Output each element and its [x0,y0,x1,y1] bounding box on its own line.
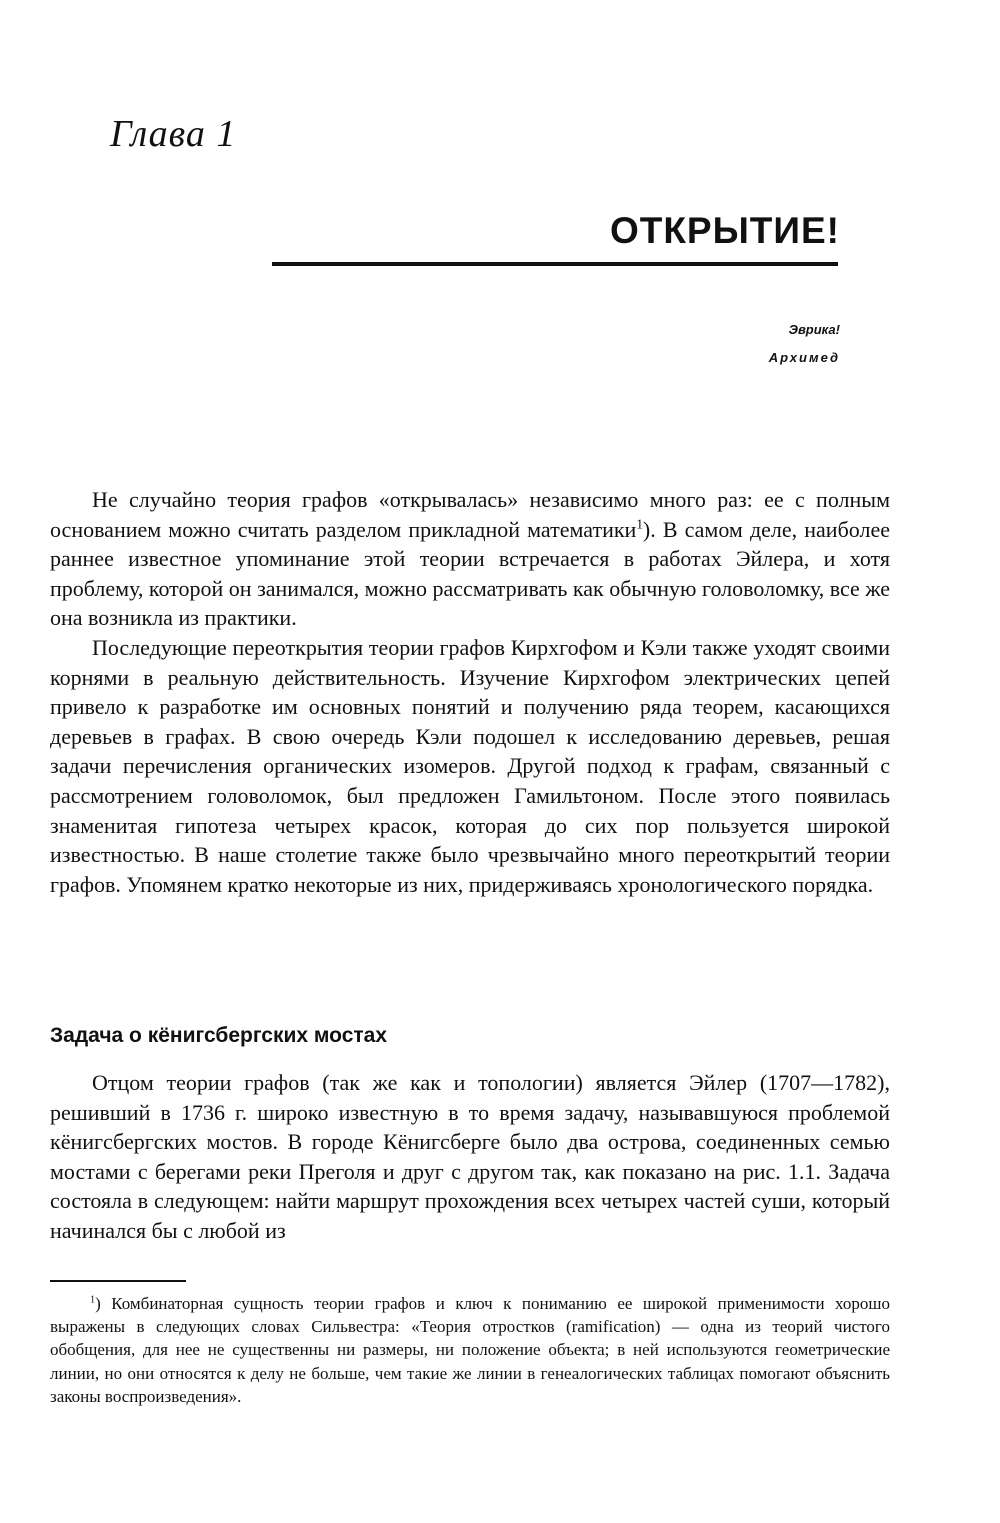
footnote [50,1292,890,1408]
intro-paragraph-1-text: Не случайно теория графов «открывалась» независимо много раз: ее с полным основанием можно считать разделом прикладной математики [50,487,890,542]
epigraph-quote: Эврика! [788,322,840,337]
section-text [50,1068,890,1246]
epigraph [769,316,840,372]
intro-text [50,485,890,899]
intro-paragraph-2: Последующие переоткрытия теории графов Кирхгофом и Кэли также уходят своими корнями в реальную действительность. Изучение Кирхгофом электрических цепей привело к разработке им основных понятий и получению ряда теорем, касающихся деревьев в графах. В свою очередь Кэли подошел к исследованию деревьев, решая задачи перечисления органических изомеров. Другой подход к графам, связанный с рассмотрением головоломок, был предложен Гамильтоном. После этого появилась знаменитая гипотеза четырех красок, которая до сих пор пользуется широкой известностью. В наше столетие также было чрезвычайно много переоткрытий теории графов. Упомянем кратко некоторые из них, придерживаясь хронологического порядка. [50,634,890,897]
chapter-title: ОТКРЫТИЕ! [609,210,840,251]
chapter-label: Глава 1 [110,113,237,155]
footnote-marker: 1 [90,1294,96,1306]
section-heading: Задача о кёнигсбергских мостах [50,1024,388,1047]
footnote-text: ) Комбинаторная сущность теории графов и ключ к пониманию ее широкой применимости хорошо выражены в следующих словах Сильвестра: «Теория отростков (ramification) — одна из теорий чистого обобщения, для нее не существенны ни размеры, ни положение объекта; в ней используются геометрические линии, но они относятся к делу не больше, чем такие же линии в генеалогических таблицах помогают объяснить законы воспроизведения». [50,1294,890,1406]
intro-paragraph-1-tail: ). В самом деле, наиболее раннее известное упоминание этой теории встречается в работах Эйлера, и хотя проблему, которой он занимался, можно рассматривать как обычную головоломку, все же она возникла из практики. [50,516,890,631]
section-paragraph: Отцом теории графов (так же как и топологии) является Эйлер (1707—1782), решивший в 1736 г. широко известную в то время задачу, называвшуюся проблемой кёнигсбергских мостов. В городе Кёнигсберге было два острова, соединенных семью мостами с берегами реки Преголя и друг с другом так, как показано на рис. 1.1. Задача состояла в следующем: найти маршрут прохождения всех четырех частей суши, который начинался бы с любой из [50,1070,890,1243]
footnote-ref: 1 [636,516,643,532]
footnote-rule [50,1280,186,1282]
title-rule [272,262,838,266]
intro-paragraph-1 [50,485,890,633]
epigraph-author: Архимед [768,350,840,365]
